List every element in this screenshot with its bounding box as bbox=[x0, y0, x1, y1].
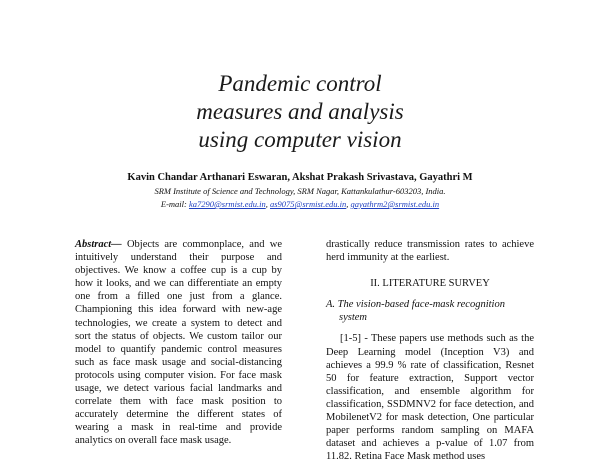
subsection-line-2: system bbox=[339, 312, 367, 324]
title-line-2: measures and analysis bbox=[196, 99, 404, 124]
intro-continuation: drastically reduce transmission rates to achieve herd immunity at the earliest. bbox=[326, 239, 534, 264]
email-link-2[interactable]: as9075@srmist.edu.in bbox=[269, 199, 347, 209]
section-heading: II. LITERATURE SURVEY bbox=[370, 278, 490, 290]
left-column bbox=[75, 238, 282, 448]
author-list: Kavin Chandar Arthanari Eswaran, Akshat Prakash Srivastava, Gayathri M bbox=[127, 172, 473, 183]
title-line-1: Pandemic control bbox=[218, 71, 382, 96]
literature-paragraph: [1-5] - These papers use methods such as the Deep Learning model (Inception V3) and achieves a 99.9 % rate of classification, Resnet 50 for feature extraction, Support vector classification, and ensemble algorithm for classification, SSDMNV2 for face detection, and MobilenetV2 for mask detection, One particular paper performs random sampling on MAFA dataset and achieves a p-value of 1.07 from 11.82. Retina Face Mask method uses bbox=[326, 333, 534, 463]
subsection-heading bbox=[326, 298, 534, 324]
abstract-text: Objects are commonplace, and we intuitively understand their purpose and objectives. We know a coffee cup is a cup by how it looks, and we can differentiate an empty one from a filled one just from a glance. Championing this idea forward with new-age technologies, we create a system to detect and sort the status of objects. We custom tailor our model to quantify pandemic control measures such as face mask usage and social-distancing protocols using computer vision. For face mask usage, we detect various facial landmarks and correlate them with face mask position to accurately determine the different states of wearing a mask in real-time and provide analytics on overall face mask usage. bbox=[75, 239, 282, 447]
email-line: E-mail: ka7290@srmist.edu.in, as9075@srmist.edu.in, gayathrm2@srmist.edu.in bbox=[160, 199, 440, 209]
paper-title bbox=[0, 70, 600, 154]
title-line-3: using computer vision bbox=[198, 127, 402, 152]
email-link-3[interactable]: gayathrm2@srmist.edu.in bbox=[350, 199, 440, 209]
abstract-paragraph bbox=[75, 238, 282, 448]
subsection-line-1: A. The vision-based face-mask recognition bbox=[326, 299, 505, 311]
right-column bbox=[326, 238, 534, 463]
abstract-label: Abstract— bbox=[75, 239, 122, 250]
email-link-1[interactable]: ka7290@srmist.edu.in bbox=[188, 199, 266, 209]
affiliation: SRM Institute of Science and Technology, SRM Nagar, Kattankulathur-603203, India. bbox=[154, 186, 446, 196]
email-label: E-mail: bbox=[160, 199, 187, 209]
